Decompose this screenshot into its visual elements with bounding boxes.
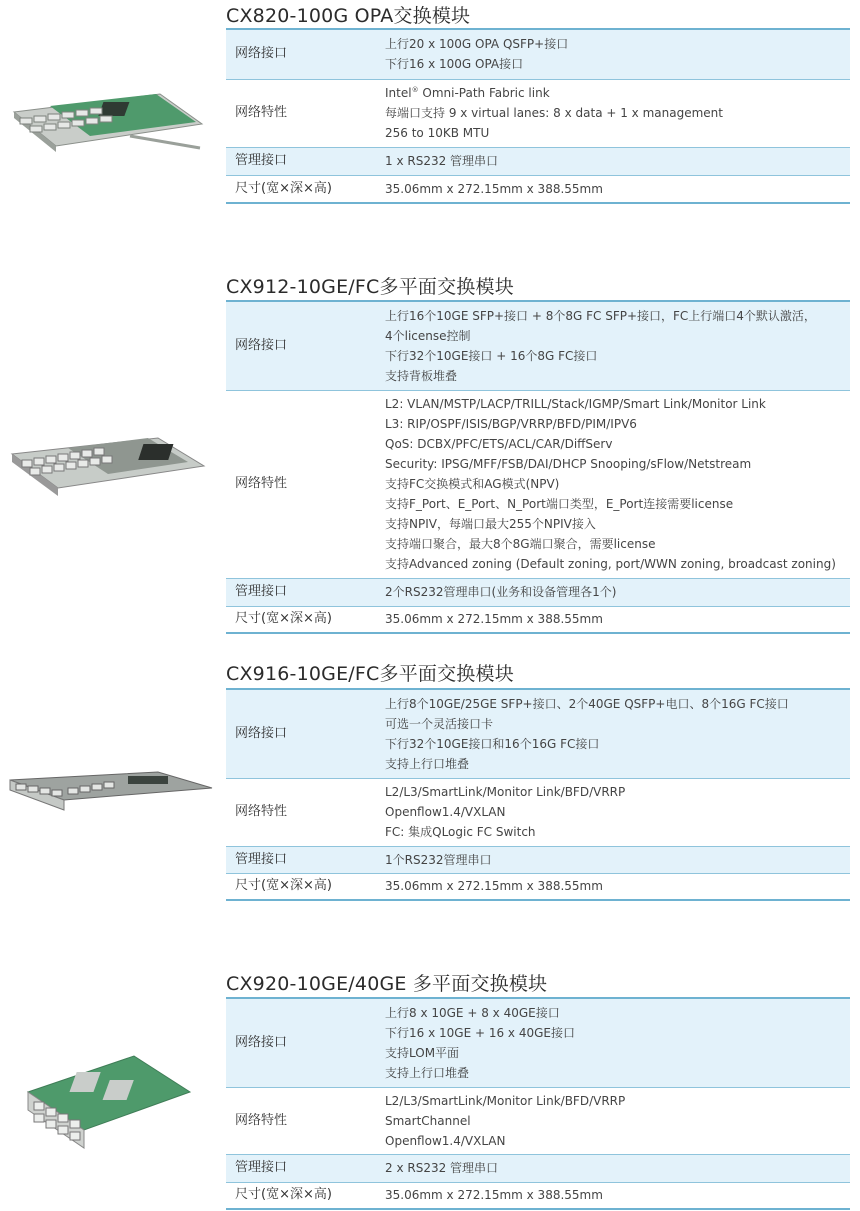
row-key: 网络接口 xyxy=(235,725,288,741)
row-key: 网络特性 xyxy=(235,105,288,120)
row-value-line: 支持NPIV，每端口最大255个NPIV接入 xyxy=(385,517,596,531)
row-key: 管理接口 xyxy=(235,851,288,867)
row-value-line: L2/L3/SmartLink/Monitor Link/BFD/VRRP xyxy=(385,785,626,799)
row-value-line: Openflow1.4/VXLAN xyxy=(385,805,506,819)
row-value-line: Openflow1.4/VXLAN xyxy=(385,1133,506,1148)
row-key: 网络接口 xyxy=(235,337,288,353)
switch-module-image xyxy=(8,430,208,500)
row-value-line: 下行16 x 10GE + 16 x 40GE接口 xyxy=(385,1025,575,1040)
module-title: CX912-10GE/FC多平面交换模块 xyxy=(226,276,514,298)
row-value-line: 1 x RS232 管理串口 xyxy=(385,154,499,168)
row-value-line: 4个license控制 xyxy=(385,328,471,343)
module-title: CX920-10GE/40GE 多平面交换模块 xyxy=(226,973,548,995)
row-value-line: 上行8 x 10GE + 8 x 40GE接口 xyxy=(385,1005,560,1020)
row-value-line: L2/L3/SmartLink/Monitor Link/BFD/VRRP xyxy=(385,1093,626,1108)
row-key: 网络特性 xyxy=(235,476,288,491)
row-value-line: 支持背板堆叠 xyxy=(385,368,458,383)
row-value-line: 支持FC交换模式和AG模式(NPV) xyxy=(385,477,560,491)
row-value-line: 35.06mm x 272.15mm x 388.55mm xyxy=(385,612,603,627)
row-key: 管理接口 xyxy=(235,584,288,599)
row-value-line: 下行16 x 100G OPA接口 xyxy=(385,57,524,72)
row-value-line: 1个RS232管理串口 xyxy=(385,852,492,867)
row-value-line: QoS: DCBX/PFC/ETS/ACL/CAR/DiffServ xyxy=(385,437,613,451)
row-key: 网络接口 xyxy=(235,1034,288,1050)
row-value-line: 35.06mm x 272.15mm x 388.55mm xyxy=(385,181,603,196)
row-value-line: FC: 集成QLogic FC Switch xyxy=(385,825,536,839)
row-value-line: 支持上行口堆叠 xyxy=(385,1065,470,1080)
row-value-line: 支持LOM平面 xyxy=(385,1045,460,1060)
row-key: 尺寸(宽×深×高) xyxy=(235,611,332,627)
row-value-line: 支持端口聚合，最大8个8G端口聚合，需要license xyxy=(385,537,656,551)
switch-module-image xyxy=(8,770,214,814)
row-value-line: 上行16个10GE SFP+接口 + 8个8G FC SFP+接口，FC上行端口4个默认激活， xyxy=(385,308,816,323)
row-value-line: 支持F_Port、E_Port、N_Port端口类型，E_Port连接需要license xyxy=(385,497,734,511)
row-key: 尺寸(宽×深×高) xyxy=(235,180,332,196)
row-key: 网络特性 xyxy=(235,1112,288,1128)
row-key: 网络特性 xyxy=(235,804,288,819)
row-value-line: 下行32个10GE接口和16个16G FC接口 xyxy=(385,736,600,751)
row-value-line: L3: RIP/OSPF/ISIS/BGP/VRRP/BFD/PIM/IPV6 xyxy=(385,417,637,431)
module-title: CX820-100G OPA交换模块 xyxy=(226,5,471,27)
row-value-line: 2个RS232管理串口(业务和设备管理各1个) xyxy=(385,585,617,599)
row-value-line: Security: IPSG/MFF/FSB/DAI/DHCP Snooping/sFlow/Netstream xyxy=(385,457,752,471)
row-value-line: 2 x RS232 管理串口 xyxy=(385,1161,499,1175)
row-value-line: 上行8个10GE/25GE SFP+接口、2个40GE QSFP+电口、8个16G FC接口 xyxy=(385,696,789,711)
row-value-line: 每端口支持 9 x virtual lanes: 8 x data + 1 x management xyxy=(385,106,723,120)
row-key: 尺寸(宽×深×高) xyxy=(235,1187,332,1203)
switch-module-image xyxy=(10,84,206,154)
row-key: 尺寸(宽×深×高) xyxy=(235,878,332,894)
row-value-line: 35.06mm x 272.15mm x 388.55mm xyxy=(385,879,603,894)
row-value-line: SmartChannel xyxy=(385,1113,471,1128)
row-value-line: 35.06mm x 272.15mm x 388.55mm xyxy=(385,1188,603,1203)
switch-module-image xyxy=(24,1052,194,1152)
row-value-line: 256 to 10KB MTU xyxy=(385,126,490,140)
row-value-line: 支持上行口堆叠 xyxy=(385,756,470,771)
row-value-line: Intel® Omni-Path Fabric link xyxy=(385,86,550,100)
row-key: 网络接口 xyxy=(235,46,288,62)
row-value-line: 下行32个10GE接口 + 16个8G FC接口 xyxy=(385,348,598,363)
row-key: 管理接口 xyxy=(235,153,288,168)
row-value-line: L2: VLAN/MSTP/LACP/TRILL/Stack/IGMP/Smart Link/Monitor Link xyxy=(385,397,766,411)
row-key: 管理接口 xyxy=(235,1160,288,1175)
row-value-line: 上行20 x 100G OPA QSFP+接口 xyxy=(385,37,569,52)
row-value-line: 可选一个灵活接口卡 xyxy=(385,716,494,731)
module-title: CX916-10GE/FC多平面交换模块 xyxy=(226,663,514,685)
row-value-line: 支持Advanced zoning (Default zoning, port/WWN zoning, broadcast zoning) xyxy=(385,557,836,571)
